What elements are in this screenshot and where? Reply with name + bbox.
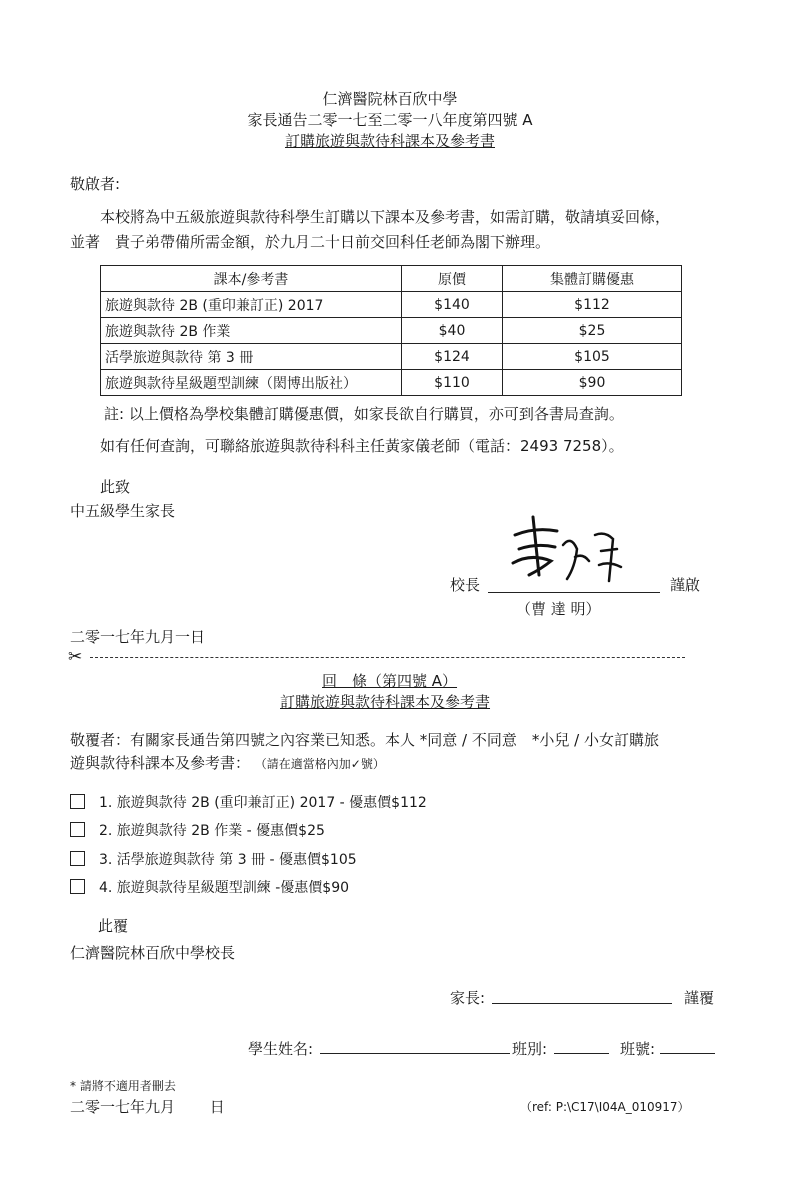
table-row bbox=[101, 370, 682, 396]
reply-statement-line-1: 敬覆者：有關家長通告第四號之內容業已知悉。本人 *同意 / 不同意 *小兒 / 小女訂購旅 bbox=[70, 731, 659, 749]
class-label: 班別: bbox=[512, 1040, 548, 1058]
class-no-label: 班號: bbox=[620, 1040, 656, 1058]
group-price: $90 bbox=[503, 370, 682, 396]
book-title: 旅遊與款待星級題型訓練（閎博出版社） bbox=[101, 370, 402, 396]
school-name: 仁濟醫院林百欣中學 bbox=[322, 90, 458, 108]
salutation: 敬啟者: bbox=[70, 175, 121, 193]
reference-code: （ref: P:\C17\I04A_010917） bbox=[520, 1100, 690, 1114]
parent-signature-line[interactable] bbox=[492, 1003, 672, 1004]
reply-title: 回 條（第四號 A） bbox=[322, 672, 458, 690]
enquiry-line: 如有任何查詢，可聯絡旅遊與款待科科主任黃家儀老師（電話：2493 7258）。 bbox=[100, 437, 624, 455]
group-price: $112 bbox=[503, 292, 682, 318]
book-title: 活學旅遊與款待 第 3 冊 bbox=[101, 344, 402, 370]
notice-number: 家長通告二零一七至二零一八年度第四號 A bbox=[247, 111, 533, 129]
price-note: 註: 以上價格為學校集體訂購優惠價，如家長欲自行購買，亦可到各書局查詢。 bbox=[104, 405, 624, 423]
col-header-original-price: 原價 bbox=[402, 266, 503, 292]
option-checkbox-2[interactable] bbox=[70, 822, 85, 837]
book-title: 旅遊與款待 2B 作業 bbox=[101, 318, 402, 344]
option-label: 1. 旅遊與款待 2B (重印兼訂正) 2017 - 優惠價$112 bbox=[99, 795, 427, 811]
principal-signature bbox=[505, 505, 635, 590]
option-checkbox-4[interactable] bbox=[70, 879, 85, 894]
table-row bbox=[101, 318, 682, 344]
reply-statement-line-2 bbox=[70, 752, 385, 773]
table-row bbox=[101, 344, 682, 370]
option-row[interactable] bbox=[70, 849, 357, 869]
cut-line bbox=[90, 657, 685, 658]
original-price: $40 bbox=[402, 318, 503, 344]
addressee: 中五級學生家長 bbox=[70, 502, 176, 520]
original-price: $124 bbox=[402, 344, 503, 370]
option-row[interactable] bbox=[70, 820, 325, 840]
col-header-book: 課本/參考書 bbox=[101, 266, 402, 292]
principal-name: （曹 達 明） bbox=[516, 600, 601, 618]
original-price: $110 bbox=[402, 370, 503, 396]
class-field[interactable] bbox=[554, 1053, 609, 1054]
body-line-2: 並著 貴子弟帶備所需金額，於九月二十日前交回科任老師為閣下辦理。 bbox=[70, 233, 551, 251]
reply-addressee: 仁濟醫院林百欣中學校長 bbox=[70, 944, 236, 962]
option-checkbox-1[interactable] bbox=[70, 794, 85, 809]
body-line-1: 本校將為中五級旅遊與款待科學生訂購以下課本及參考書，如需訂購，敬請填妥回條， bbox=[100, 208, 671, 226]
table-header-row bbox=[101, 266, 682, 292]
parent-label: 家長: bbox=[450, 989, 486, 1007]
original-price: $140 bbox=[402, 292, 503, 318]
option-checkbox-3[interactable] bbox=[70, 851, 85, 866]
principal-signature-line bbox=[488, 592, 660, 593]
notice-date: 二零一七年九月一日 bbox=[70, 628, 206, 646]
tick-instruction: （請在適當格內加✓號） bbox=[254, 757, 385, 771]
reply-date: 二零一七年九月 日 bbox=[70, 1098, 225, 1116]
footnote: * 請將不適用者刪去 bbox=[70, 1079, 176, 1093]
book-title: 旅遊與款待 2B (重印兼訂正) 2017 bbox=[101, 292, 402, 318]
group-price: $105 bbox=[503, 344, 682, 370]
option-label: 4. 旅遊與款待星級題型訓練 -優惠價$90 bbox=[99, 880, 350, 896]
notice-subject: 訂購旅遊與款待科課本及參考書 bbox=[284, 132, 495, 150]
book-price-table bbox=[100, 265, 682, 396]
reply-subject: 訂購旅遊與款待科課本及參考書 bbox=[280, 693, 491, 711]
table-row bbox=[101, 292, 682, 318]
principal-label: 校長 bbox=[450, 576, 481, 594]
student-name-field[interactable] bbox=[320, 1053, 510, 1054]
class-no-field[interactable] bbox=[660, 1053, 715, 1054]
option-label: 3. 活學旅遊與款待 第 3 冊 - 優惠價$105 bbox=[99, 852, 357, 868]
option-row[interactable] bbox=[70, 877, 349, 897]
option-label: 2. 旅遊與款待 2B 作業 - 優惠價$25 bbox=[99, 823, 325, 839]
student-name-label: 學生姓名: bbox=[248, 1040, 314, 1058]
statement-text: 遊與款待科課本及參考書： bbox=[70, 754, 251, 772]
scissors-icon: ✂ bbox=[68, 647, 83, 667]
parent-sign-off: 謹覆 bbox=[684, 989, 715, 1007]
ci-fu: 此覆 bbox=[98, 917, 129, 935]
sign-off: 謹啟 bbox=[670, 576, 701, 594]
col-header-group-price: 集體訂購優惠 bbox=[503, 266, 682, 292]
group-price: $25 bbox=[503, 318, 682, 344]
option-row[interactable] bbox=[70, 792, 427, 812]
ci-zhi: 此致 bbox=[100, 478, 131, 496]
